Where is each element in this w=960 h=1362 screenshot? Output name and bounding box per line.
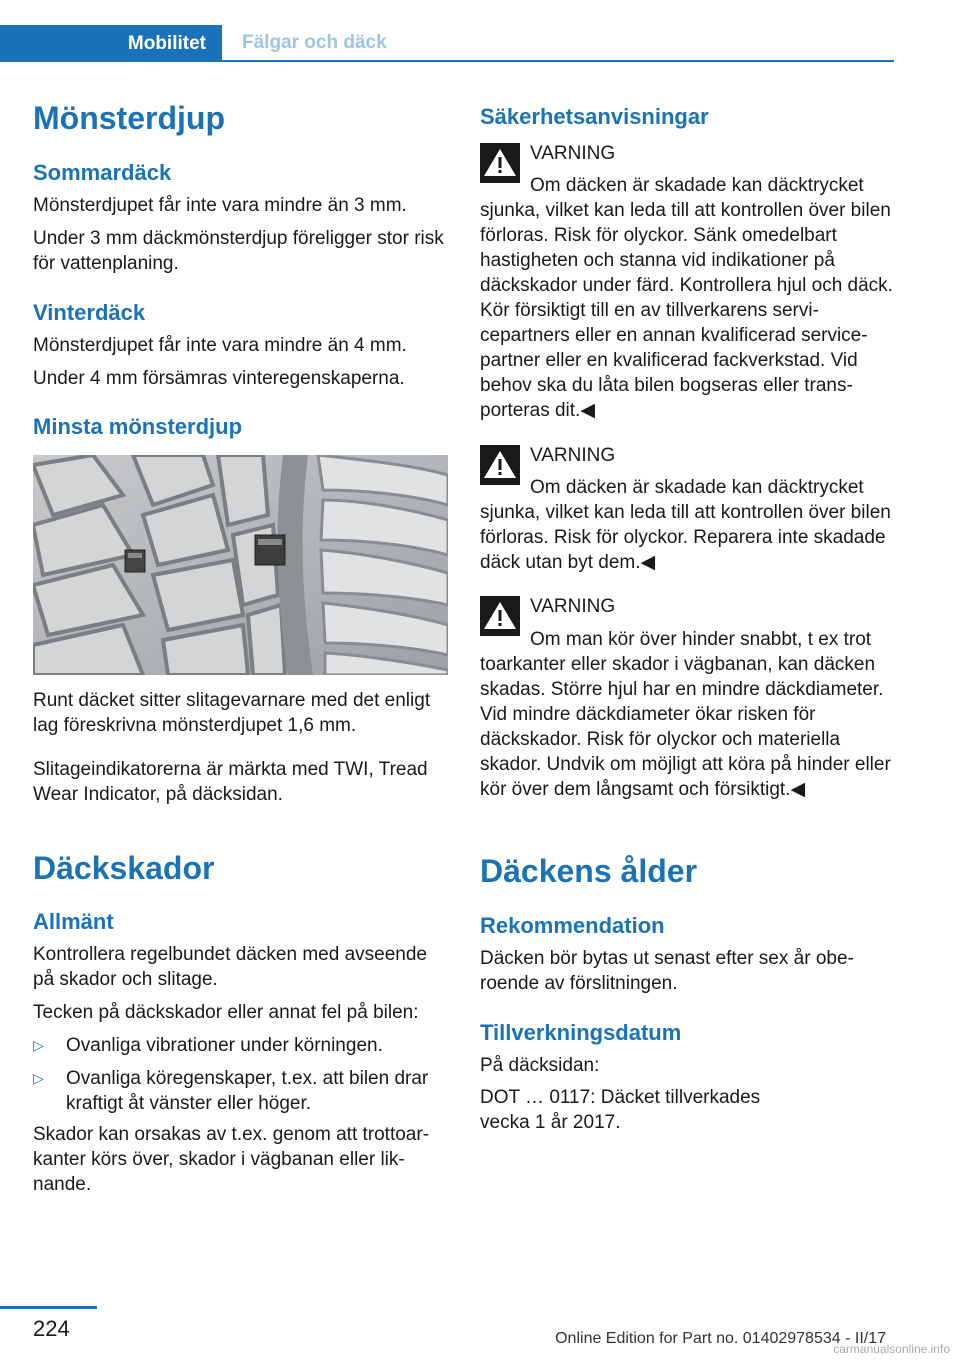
tab-falgar-och-dack[interactable]: Fälgar och däck	[242, 32, 387, 53]
paragraph: vecka 1 år 2017.	[480, 1112, 621, 1133]
warning-text: toarkanter eller skador i vägbanan, kan däcken skadas. Större hjul har en mindre däckdiameter. Vid mindre däckdiameter ökar risken för däckskador. Risk för olyckor och materiella skador. Undvik om möjligt att köra på hinder eller kör över dem långsamt och försiktigt.◀	[480, 654, 891, 800]
heading-allmant: Allmänt	[33, 909, 114, 934]
heading-vinterdack: Vinterdäck	[33, 300, 146, 325]
warning-text-first-line: Om man kör över hinder snabbt, t ex trot	[530, 629, 872, 650]
warning-triangle-icon	[480, 596, 520, 636]
heading-dackens-alder: Däckens ålder	[480, 853, 698, 889]
heading-sakerhetsanvisningar: Säkerhetsanvisningar	[480, 104, 709, 129]
footer-rule	[0, 1306, 97, 1309]
warning-label: VARNING	[530, 143, 616, 164]
paragraph: På däcksidan:	[480, 1055, 600, 1076]
heading-minsta-monsterdjup: Minsta mönsterdjup	[33, 414, 243, 439]
heading-monsterdjup: Mönsterdjup	[33, 100, 225, 136]
bullet-triangle-icon: ▷	[33, 1037, 44, 1053]
paragraph: DOT … 0117: Däcket tillverkades	[480, 1087, 761, 1108]
paragraph: Slitageindikatorerna är märkta med TWI, Tread Wear Indicator, på däcksidan.	[33, 759, 428, 805]
list-item-text: Ovanliga vibrationer under körningen.	[66, 1035, 383, 1056]
paragraph: Runt däcket sitter slitagevarnare med det enligt lag föreskrivna mönsterdjupet 1,6 mm.	[33, 690, 431, 736]
paragraph: Kontrollera regelbundet däcken med avseende på skador och slitage.	[33, 944, 427, 990]
tire-tread-illustration	[33, 455, 448, 675]
tread-wear-indicator-icon	[125, 550, 145, 572]
warning-label: VARNING	[530, 596, 616, 617]
watermark: carmanualsonline.info	[833, 1342, 950, 1356]
paragraph: Mönsterdjupet får inte vara mindre än 3 mm.	[33, 195, 407, 216]
heading-dackskador: Däckskador	[33, 850, 215, 886]
warning-text: sjunka, vilket kan leda till att kontrollen över bilen förloras. Risk för olyckor. Reparera inte skadade däck utan byt dem.◀	[480, 502, 891, 573]
warning-text-first-line: Om däcken är skadade kan däcktrycket	[530, 175, 864, 196]
page-number: 224	[33, 1316, 70, 1341]
heading-tillverkningsdatum: Tillverkningsdatum	[480, 1020, 682, 1045]
warning-text: sjunka, vilket kan leda till att kontrollen över bilen förloras. Risk för olyckor. Sänk omedelbart hastigheten och stanna vid indikationer på däckskador under färd. Kontrollera hjul och däck. Kör försiktigt till en av tillverkarens servicepartners eller en annan kvalificerad servicepartner eller en kvalificerad fackverkstad. Vid behov ska du låta bilen bogseras eller transporteras dit.◀	[480, 200, 893, 421]
paragraph: Däcken bör bytas ut senast efter sex år oberoende av förslitningen.	[480, 948, 854, 994]
paragraph: Skador kan orsakas av t.ex. genom att trottoarkanter körs över, skador i vägbanan eller liknande.	[33, 1124, 430, 1195]
tab-mobilitet[interactable]: Mobilitet	[0, 25, 222, 62]
bullet-triangle-icon: ▷	[33, 1070, 44, 1086]
heading-sommardack: Sommardäck	[33, 160, 172, 185]
warning-text-first-line: Om däcken är skadade kan däcktrycket	[530, 477, 864, 498]
paragraph: Mönsterdjupet får inte vara mindre än 4 mm.	[33, 335, 407, 356]
paragraph: Under 3 mm däckmönsterdjup föreligger stor risk för vattenplaning.	[33, 228, 444, 274]
tread-wear-indicator-icon	[255, 535, 285, 565]
heading-rekommendation: Rekommendation	[480, 913, 665, 938]
paragraph: Tecken på däckskador eller annat fel på bilen:	[33, 1002, 419, 1023]
warning-triangle-icon	[480, 143, 520, 183]
list-item-text: Ovanliga köregenskaper, t.ex. att bilen drar kraftigt åt vänster eller höger.	[66, 1068, 429, 1114]
paragraph: Under 4 mm försämras vinteregenskaperna.	[33, 368, 405, 389]
warning-label: VARNING	[530, 445, 616, 466]
edition-note: Online Edition for Part no. 01402978534 - II/17	[555, 1330, 886, 1347]
page-header	[0, 25, 894, 61]
warning-triangle-icon	[480, 445, 520, 485]
